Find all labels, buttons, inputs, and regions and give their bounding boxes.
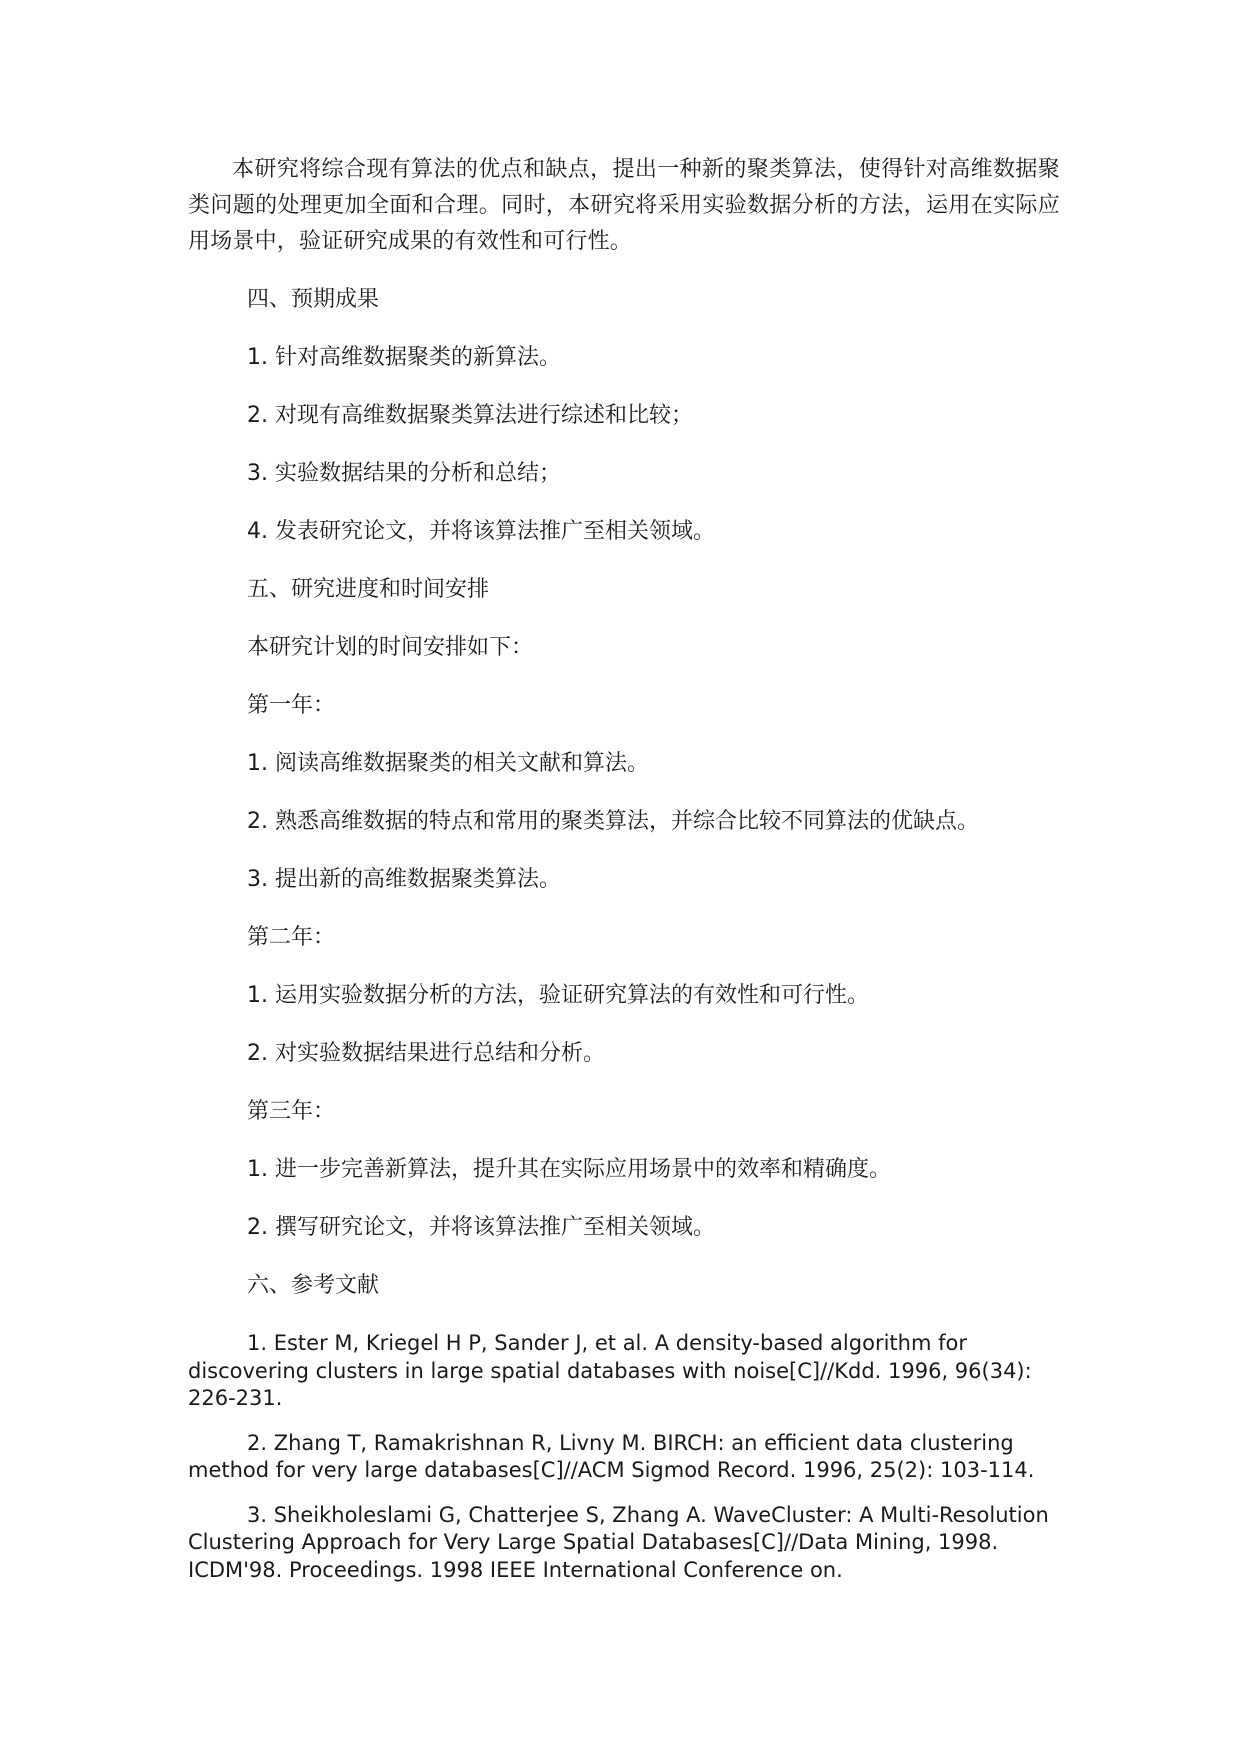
year-label: 第三年：	[247, 1099, 336, 1124]
intro-paragraph: 本研究将综合现有算法的优点和缺点，提出一种新的聚类算法，使得针对高维数据聚类问题的处理更加全面和合理。同时，本研究将采用实验数据分析的方法，运用在实际应用场景中，验证研究成果的有效性和可行性。	[188, 157, 1060, 254]
list-item: 1. 运用实验数据分析的方法，验证研究算法的有效性和可行性。	[247, 983, 869, 1008]
list-item: 2. 对现有高维数据聚类算法进行综述和比较；	[247, 403, 693, 428]
reference-item: 2. Zhang T, Ramakrishnan R, Livny M. BIRCH: an efficient data clustering method for very large databases[C]//ACM Sigmod Record. 1996, 25(2): 103-114.	[188, 1430, 1035, 1482]
list-item: 1. 阅读高维数据聚类的相关文献和算法。	[247, 751, 649, 776]
list-item: 1. 进一步完善新算法，提升其在实际应用场景中的效率和精确度。	[247, 1157, 891, 1182]
section-heading-schedule: 五、研究进度和时间安排	[247, 577, 490, 602]
reference-item: 3. Sheikholeslami G, Chatterjee S, Zhang A. WaveCluster: A Multi-Resolution Clustering Approach for Very Large Spatial Databases[C]//Data Mining, 1998. ICDM'98. Proceedings. 1998 IEEE International Conference on.	[188, 1502, 1049, 1582]
list-item: 3. 实验数据结果的分析和总结；	[247, 461, 561, 486]
list-item: 1. 针对高维数据聚类的新算法。	[247, 345, 561, 370]
year-label: 第一年：	[247, 693, 336, 718]
list-item: 2. 熟悉高维数据的特点和常用的聚类算法，并综合比较不同算法的优缺点。	[247, 809, 979, 834]
document-page	[188, 152, 1060, 1601]
schedule-intro: 本研究计划的时间安排如下：	[247, 635, 534, 660]
list-item: 2. 撰写研究论文，并将该算法推广至相关领域。	[247, 1215, 715, 1240]
reference-list	[188, 1330, 1060, 1584]
section-heading-references: 六、参考文献	[247, 1273, 380, 1298]
year-label: 第二年：	[247, 925, 336, 950]
section-heading-expected-results: 四、预期成果	[247, 287, 380, 312]
reference-item: 1. Ester M, Kriegel H P, Sander J, et al. A density-based algorithm for discovering clusters in large spatial databases with noise[C]//Kdd. 1996, 96(34): 226-231.	[188, 1331, 1032, 1410]
list-item: 2. 对实验数据结果进行总结和分析。	[247, 1041, 605, 1066]
list-item: 3. 提出新的高维数据聚类算法。	[247, 867, 561, 892]
list-item: 4. 发表研究论文，并将该算法推广至相关领域。	[247, 519, 715, 544]
